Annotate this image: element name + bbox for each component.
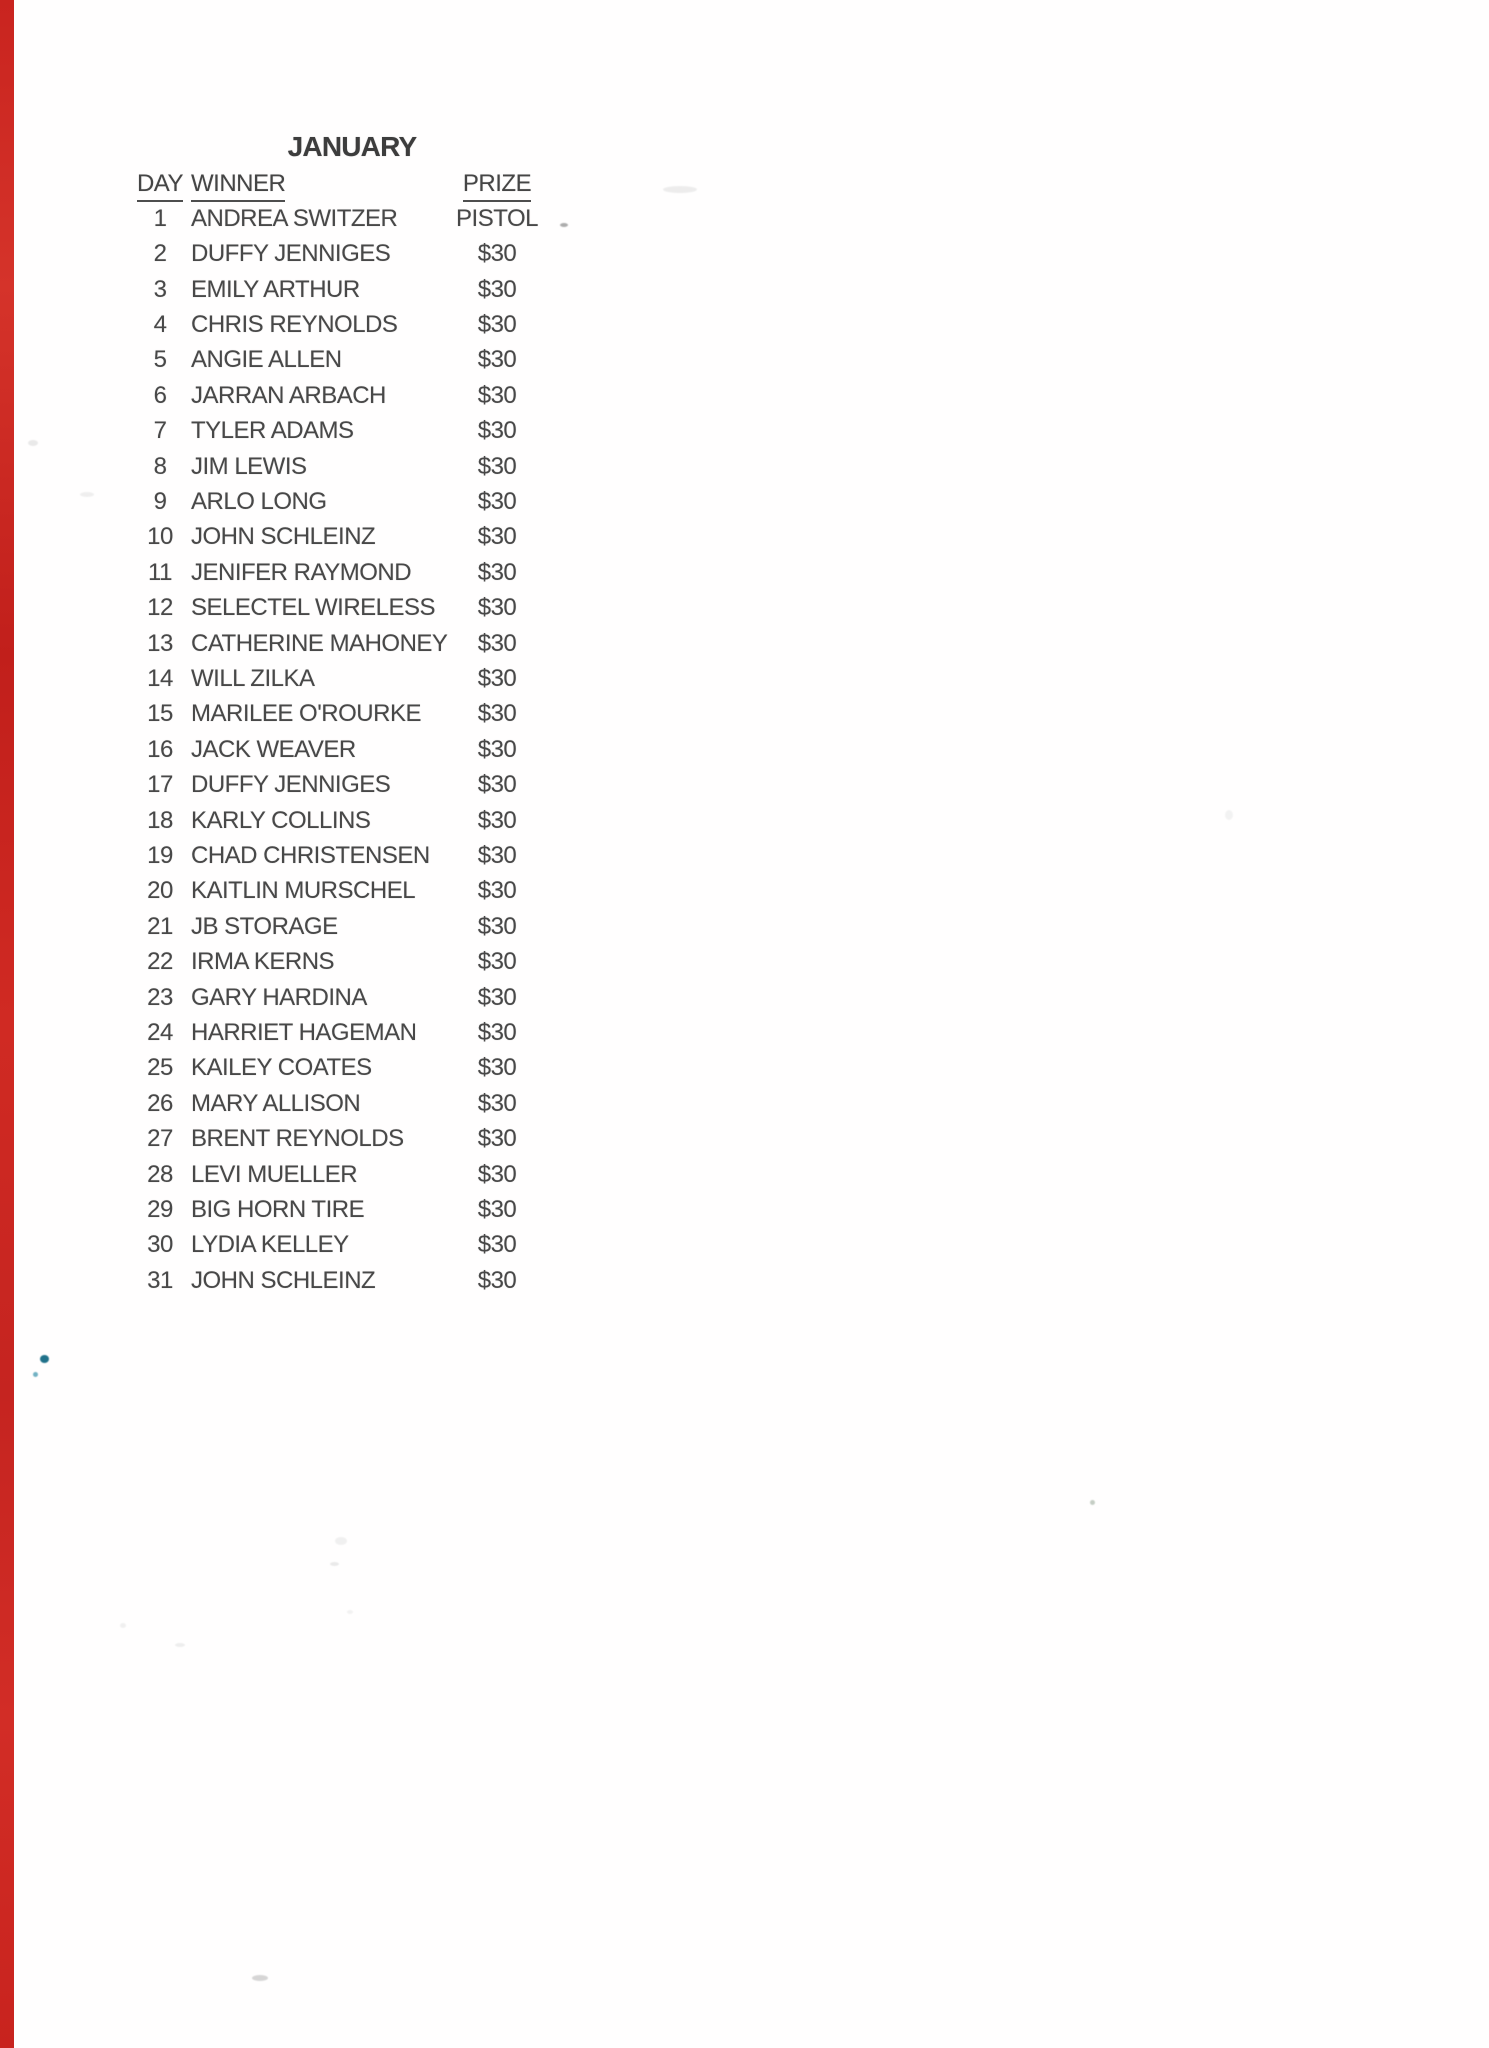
table-row	[0, 1157, 700, 1192]
winner-cell: LYDIA KELLEY	[191, 1231, 349, 1259]
winner-column-header	[191, 170, 285, 202]
prize-cell: $30	[477, 877, 517, 905]
table-row	[0, 590, 700, 625]
table-row	[0, 272, 700, 307]
prize-cell: $30	[477, 594, 517, 622]
prize-cell: $30	[477, 1054, 517, 1082]
day-cell: 3	[153, 275, 167, 303]
table-row	[0, 1015, 700, 1050]
winner-cell: JB STORAGE	[191, 912, 338, 940]
table-row	[0, 1051, 700, 1086]
prize-cell: $30	[477, 275, 517, 303]
winner-cell: EMILY ARTHUR	[191, 275, 360, 303]
scan-speck	[80, 492, 94, 497]
prize-cell: $30	[477, 523, 517, 551]
prize-cell: $30	[477, 487, 517, 515]
table-row	[0, 626, 700, 661]
day-header-label: DAY	[137, 170, 183, 202]
table-row	[0, 697, 700, 732]
day-cell: 5	[153, 346, 167, 374]
day-cell: 14	[147, 664, 173, 692]
winner-cell: BIG HORN TIRE	[191, 1196, 365, 1224]
day-cell: 20	[147, 877, 173, 905]
table-row	[0, 201, 700, 236]
prize-cell: $30	[477, 771, 517, 799]
prize-cell: $30	[477, 452, 517, 480]
winner-cell: DUFFY JENNIGES	[191, 240, 391, 268]
winner-cell: KAITLIN MURSCHEL	[191, 877, 416, 905]
prize-cell: $30	[477, 1089, 517, 1117]
table-row	[0, 1086, 700, 1121]
winner-cell: LEVI MUELLER	[191, 1160, 358, 1188]
scan-speck	[120, 1623, 126, 1628]
winner-cell: ANDREA SWITZER	[191, 204, 398, 232]
winner-cell: ARLO LONG	[191, 487, 327, 515]
winner-cell: JACK WEAVER	[191, 735, 356, 763]
winner-cell: IRMA KERNS	[191, 948, 335, 976]
prize-cell: $30	[477, 1019, 517, 1047]
prize-cell: $30	[477, 346, 517, 374]
day-cell: 23	[147, 983, 173, 1011]
winner-cell: MARILEE O'ROURKE	[191, 700, 421, 728]
winner-cell: DUFFY JENNIGES	[191, 771, 391, 799]
day-cell: 24	[147, 1019, 173, 1047]
day-cell: 6	[153, 381, 167, 409]
day-column-header	[129, 170, 191, 202]
prize-cell: $30	[477, 948, 517, 976]
scan-speck	[1090, 1500, 1095, 1505]
table-row	[0, 661, 700, 696]
day-cell: 16	[147, 735, 173, 763]
table-row	[0, 945, 700, 980]
prize-cell: $30	[477, 806, 517, 834]
day-cell: 22	[147, 948, 173, 976]
day-cell: 27	[147, 1125, 173, 1153]
day-cell: 26	[147, 1089, 173, 1117]
prize-column-header	[431, 170, 563, 202]
day-cell: 9	[153, 487, 167, 515]
winner-cell: GARY HARDINA	[191, 983, 367, 1011]
prize-cell: $30	[477, 417, 517, 445]
day-cell: 21	[147, 912, 173, 940]
winner-cell: MARY ALLISON	[191, 1089, 361, 1117]
prize-cell: $30	[477, 912, 517, 940]
prize-cell: $30	[477, 1196, 517, 1224]
table-row	[0, 768, 700, 803]
winner-cell: CHAD CHRISTENSEN	[191, 842, 430, 870]
table-row	[0, 307, 700, 342]
day-cell: 7	[153, 417, 167, 445]
prize-cell: $30	[477, 558, 517, 586]
table-row	[0, 803, 700, 838]
winner-cell: BRENT REYNOLDS	[191, 1125, 404, 1153]
table-row	[0, 236, 700, 271]
day-cell: 12	[147, 594, 173, 622]
prize-cell: $30	[477, 240, 517, 268]
table-row	[0, 555, 700, 590]
table-row	[0, 449, 700, 484]
winner-cell: HARRIET HAGEMAN	[191, 1019, 417, 1047]
prize-cell: PISTOL	[456, 204, 538, 232]
day-cell: 29	[147, 1196, 173, 1224]
table-row	[0, 343, 700, 378]
day-cell: 2	[153, 240, 167, 268]
table-row	[0, 520, 700, 555]
pen-mark	[40, 1355, 49, 1363]
winner-cell: KAILEY COATES	[191, 1054, 372, 1082]
table-row	[0, 1122, 700, 1157]
winner-cell: TYLER ADAMS	[191, 417, 354, 445]
winner-cell: SELECTEL WIRELESS	[191, 594, 436, 622]
prize-cell: $30	[477, 1125, 517, 1153]
prize-cell: $30	[477, 983, 517, 1011]
prize-cell: $30	[477, 310, 517, 338]
table-row	[0, 1263, 700, 1298]
day-cell: 30	[147, 1231, 173, 1259]
table-row	[0, 1192, 700, 1227]
winner-cell: JARRAN ARBACH	[191, 381, 386, 409]
winner-cell: JENIFER RAYMOND	[191, 558, 412, 586]
table-row	[0, 1228, 700, 1263]
day-cell: 19	[147, 842, 173, 870]
table-row	[0, 980, 700, 1015]
winner-cell: KARLY COLLINS	[191, 806, 371, 834]
prize-cell: $30	[477, 735, 517, 763]
scan-speck	[330, 1562, 339, 1566]
winner-cell: WILL ZILKA	[191, 664, 315, 692]
winner-cell: JOHN SCHLEINZ	[191, 523, 376, 551]
winner-header-label: WINNER	[191, 170, 285, 202]
scan-speck	[252, 1975, 268, 1981]
prize-cell: $30	[477, 1266, 517, 1294]
scan-speck	[560, 223, 568, 227]
prize-cell: $30	[477, 1160, 517, 1188]
table-row	[0, 838, 700, 873]
winners-table	[0, 201, 700, 1299]
day-cell: 31	[147, 1266, 173, 1294]
day-cell: 13	[147, 629, 173, 657]
scan-speck	[1225, 810, 1233, 820]
day-cell: 1	[153, 204, 167, 232]
table-row	[0, 484, 700, 519]
day-cell: 15	[147, 700, 173, 728]
table-row	[0, 732, 700, 767]
prize-cell: $30	[477, 700, 517, 728]
winner-cell: CHRIS REYNOLDS	[191, 310, 398, 338]
month-title: JANUARY	[287, 131, 417, 162]
table-row	[0, 909, 700, 944]
winner-cell: JIM LEWIS	[191, 452, 307, 480]
scan-speck	[663, 186, 697, 193]
day-cell: 18	[147, 806, 173, 834]
prize-header-label: PRIZE	[463, 170, 531, 202]
table-row	[0, 874, 700, 909]
pen-mark	[33, 1372, 38, 1377]
day-cell: 4	[153, 310, 167, 338]
winner-cell: CATHERINE MAHONEY	[191, 629, 448, 657]
winner-cell: JOHN SCHLEINZ	[191, 1266, 376, 1294]
table-row	[0, 378, 700, 413]
scan-speck	[335, 1537, 347, 1545]
prize-cell: $30	[477, 629, 517, 657]
prize-cell: $30	[477, 842, 517, 870]
day-cell: 10	[147, 523, 173, 551]
prize-cell: $30	[477, 664, 517, 692]
winner-cell: ANGIE ALLEN	[191, 346, 342, 374]
scan-speck	[28, 440, 38, 446]
scan-speck	[175, 1643, 185, 1647]
day-cell: 8	[153, 452, 167, 480]
day-cell: 28	[147, 1160, 173, 1188]
prize-cell: $30	[477, 1231, 517, 1259]
day-cell: 25	[147, 1054, 173, 1082]
day-cell: 17	[147, 771, 173, 799]
prize-cell: $30	[477, 381, 517, 409]
scan-speck	[347, 1610, 353, 1614]
table-row	[0, 413, 700, 448]
day-cell: 11	[148, 558, 172, 586]
